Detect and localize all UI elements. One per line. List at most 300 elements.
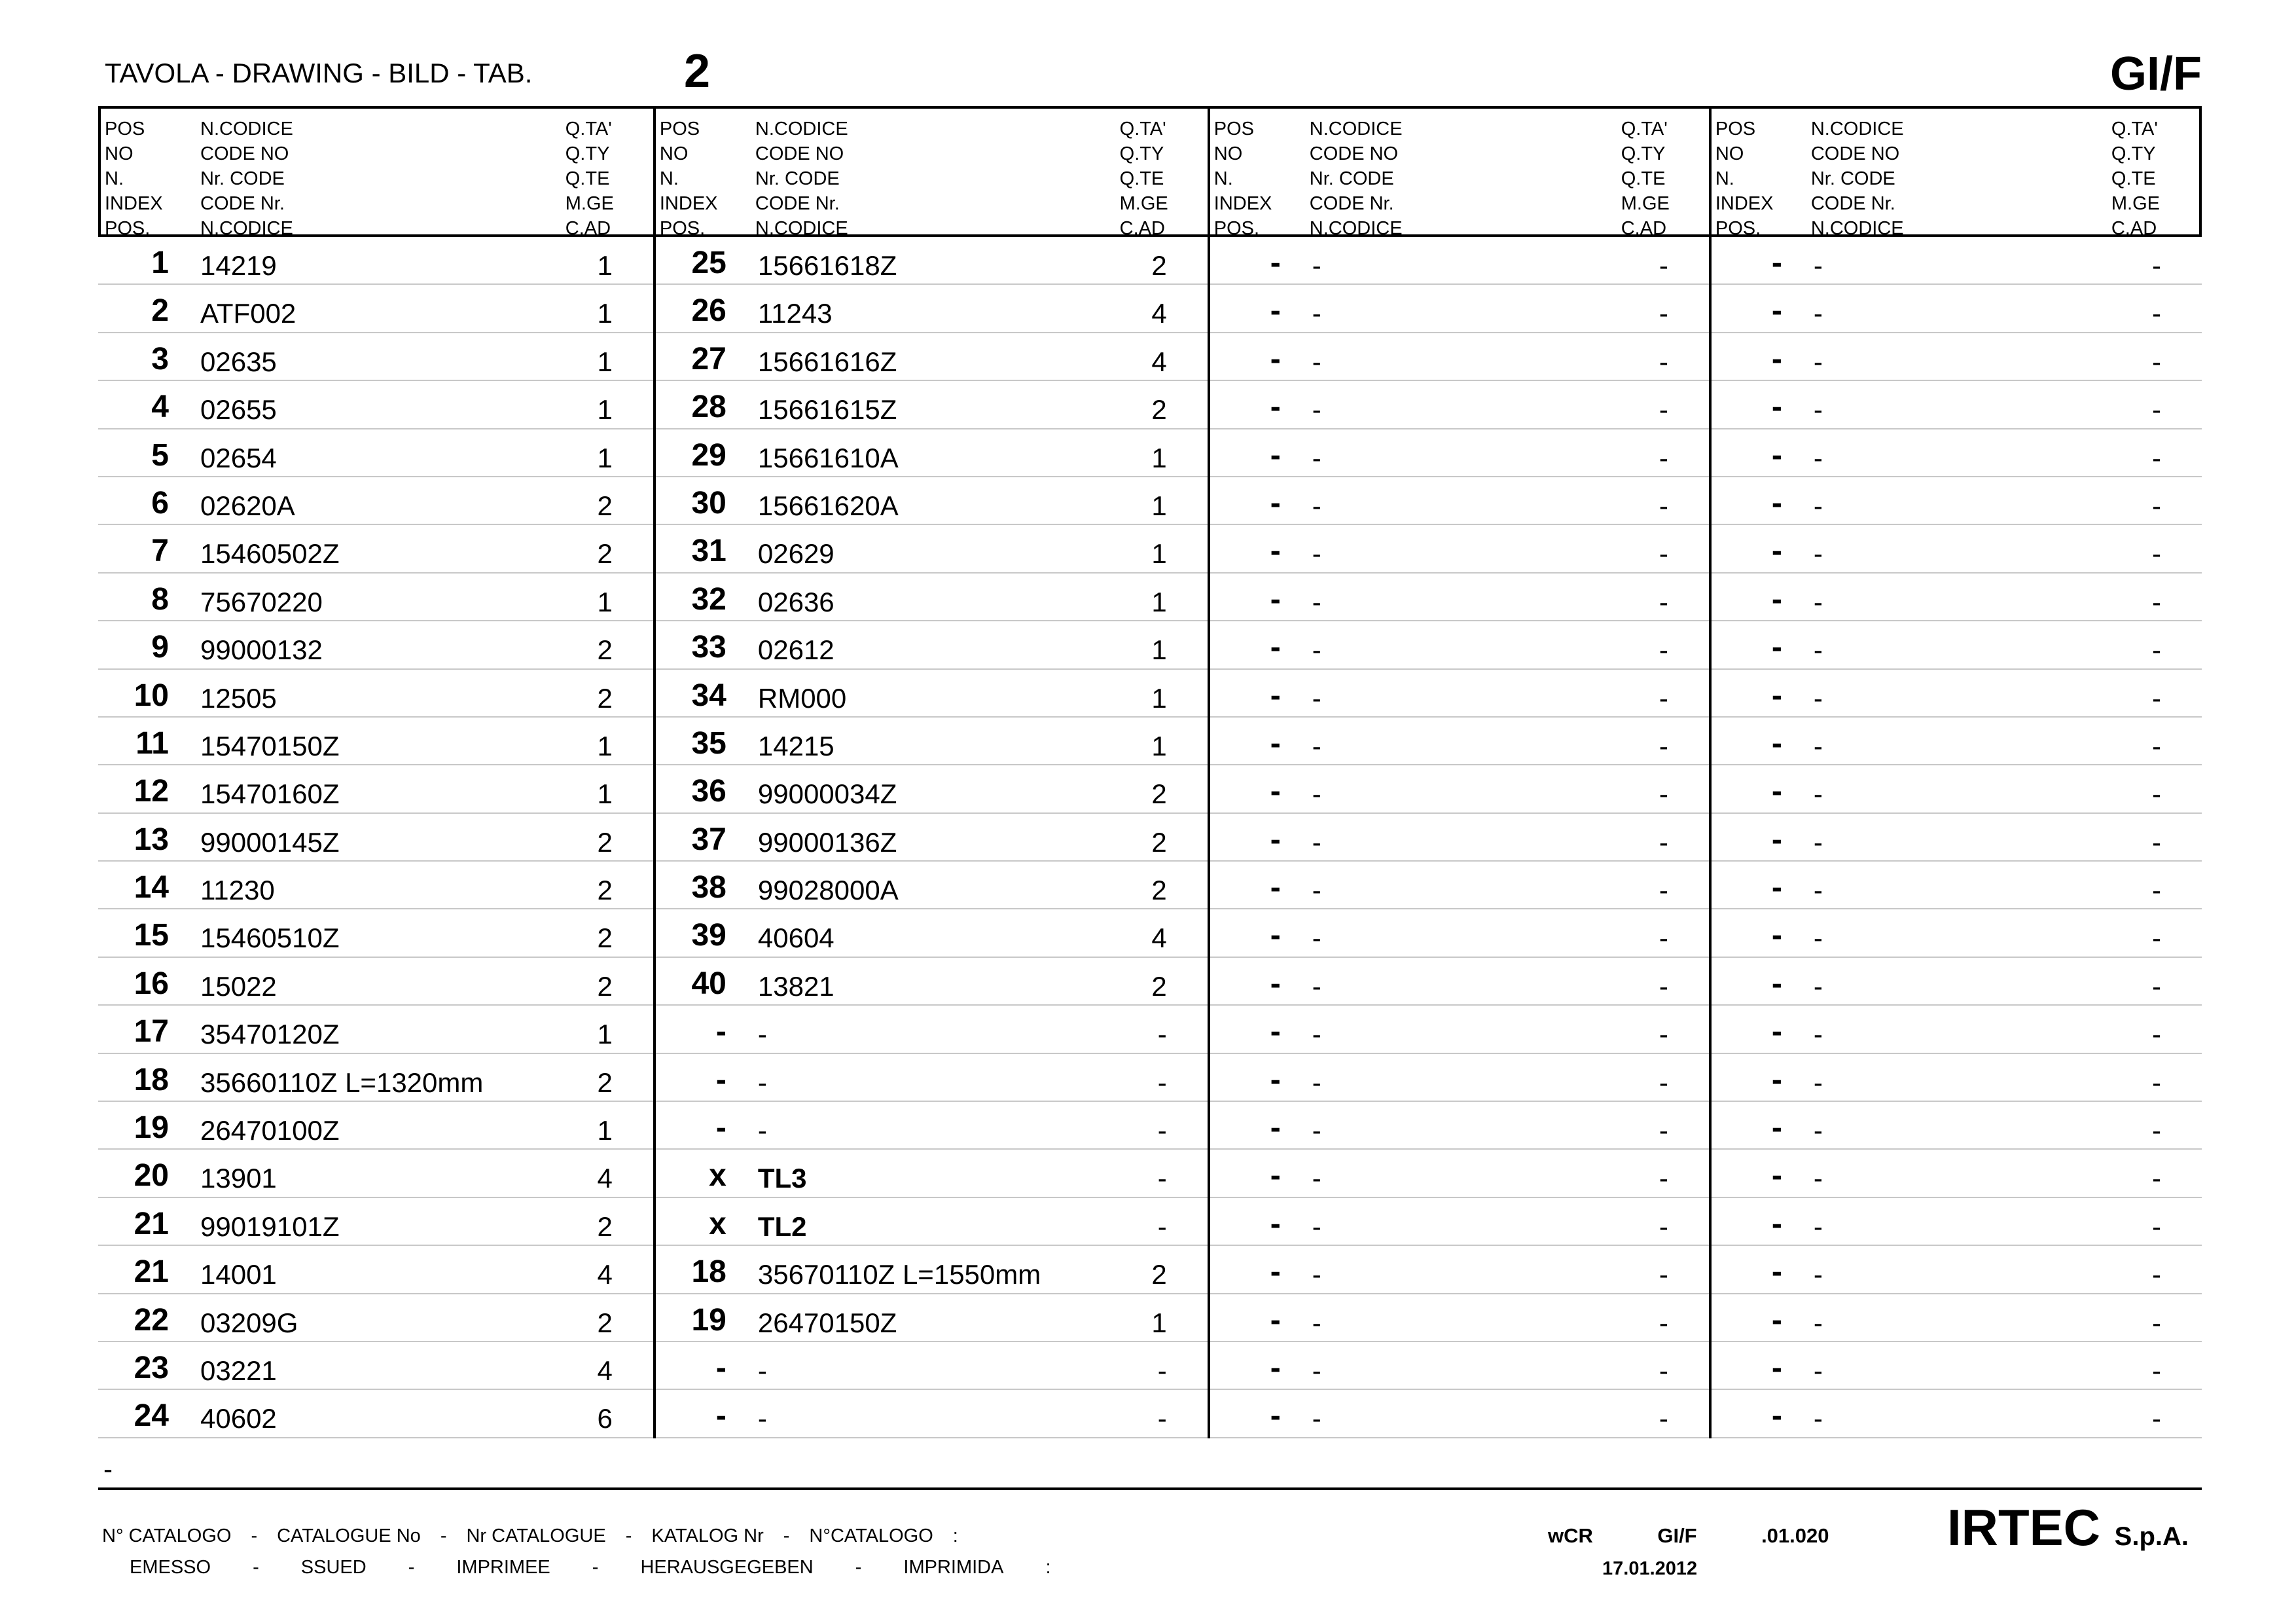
table-row xyxy=(1712,1198,2202,1246)
part-code: - xyxy=(1813,1019,1823,1050)
quantity: 1 xyxy=(1151,634,1167,666)
part-code: - xyxy=(1312,826,1321,858)
quantity: 2 xyxy=(1151,1259,1167,1290)
part-code: 14215 xyxy=(757,730,834,761)
part-code: 26470150Z xyxy=(757,1307,897,1338)
table-row xyxy=(656,670,1208,718)
position-number: - xyxy=(1771,1158,1782,1194)
position-number: 24 xyxy=(134,1398,169,1434)
quantity: 2 xyxy=(597,634,613,666)
part-code: - xyxy=(1312,875,1321,906)
footer-label: CATALOGUE No xyxy=(277,1525,421,1546)
part-code: 02635 xyxy=(200,346,277,377)
table-row xyxy=(1210,1198,1709,1246)
position-number: - xyxy=(1270,1110,1281,1146)
part-code: - xyxy=(1813,1163,1823,1194)
table-row xyxy=(656,333,1208,381)
part-code: - xyxy=(1813,922,1823,954)
table-row xyxy=(1712,1246,2202,1294)
table-row xyxy=(1210,1342,1709,1390)
quantity: - xyxy=(1157,1211,1167,1242)
table-row xyxy=(656,1150,1208,1197)
position-number: - xyxy=(1771,246,1782,280)
position-number: 26 xyxy=(691,293,726,329)
table-row xyxy=(1712,1006,2202,1053)
table-row xyxy=(1210,621,1709,669)
column-header xyxy=(98,106,653,237)
footer-label: - xyxy=(855,1557,862,1578)
table-row xyxy=(1210,477,1709,525)
quantity: - xyxy=(1659,826,1668,858)
table-row xyxy=(1712,958,2202,1006)
quantity: - xyxy=(1157,1355,1167,1386)
parts-column-3 xyxy=(1208,106,1709,1438)
part-code: - xyxy=(1813,634,1823,666)
quantity: - xyxy=(1659,346,1668,377)
quantity: - xyxy=(1659,730,1668,761)
part-code: - xyxy=(1813,730,1823,761)
quantity: 1 xyxy=(597,730,613,761)
part-code: 03209G xyxy=(200,1307,298,1338)
position-number: 12 xyxy=(134,774,169,809)
header-pos: POS NO N. INDEX POS. xyxy=(1213,119,1272,239)
part-code: - xyxy=(1312,1355,1321,1386)
position-number: - xyxy=(1270,1158,1281,1194)
quantity: 1 xyxy=(597,442,613,473)
position-number: 27 xyxy=(691,341,726,376)
quantity: - xyxy=(1659,875,1668,906)
position-number: 31 xyxy=(691,534,726,569)
part-code: - xyxy=(1813,298,1823,329)
company-name: IRTEC xyxy=(1947,1499,2100,1556)
part-code: 40602 xyxy=(200,1403,277,1434)
footer-label: - xyxy=(783,1525,790,1546)
position-number: - xyxy=(1270,966,1281,1001)
quantity: - xyxy=(2151,970,2161,1002)
quantity: 4 xyxy=(597,1355,613,1386)
quantity: - xyxy=(1659,922,1668,954)
position-number: - xyxy=(1270,581,1281,617)
quantity: - xyxy=(1659,1115,1668,1146)
quantity: - xyxy=(1157,1403,1167,1434)
position-number: - xyxy=(1270,678,1281,713)
table-row xyxy=(98,814,653,862)
quantity: - xyxy=(2151,346,2161,377)
table-row xyxy=(1712,285,2202,333)
part-code: - xyxy=(757,1067,767,1098)
part-code: 15661620A xyxy=(757,490,899,521)
position-number: - xyxy=(1771,1110,1782,1146)
footer-label: N° CATALOGO xyxy=(102,1525,232,1546)
part-code: 15460510Z xyxy=(200,922,340,954)
position-number: - xyxy=(1771,1398,1782,1434)
quantity: 1 xyxy=(1151,538,1167,570)
position-number: 11 xyxy=(135,725,169,761)
header-code: N.CODICE CODE NO Nr. CODE CODE Nr. N.CODICE xyxy=(1309,119,1403,239)
table-row xyxy=(1712,1150,2202,1197)
part-code: 02655 xyxy=(200,394,277,426)
table-row xyxy=(98,1246,653,1294)
part-code: 02629 xyxy=(757,538,834,570)
table-row xyxy=(1712,909,2202,957)
table-row xyxy=(98,525,653,573)
position-number: - xyxy=(1270,1206,1281,1241)
part-code: - xyxy=(1312,634,1321,666)
table-row xyxy=(98,333,653,381)
footer-label: N°CATALOGO xyxy=(809,1525,933,1546)
table-row xyxy=(656,1102,1208,1150)
part-code: 35470120Z xyxy=(200,1019,340,1050)
column-header xyxy=(656,106,1208,237)
part-code: - xyxy=(1813,778,1823,810)
part-code: - xyxy=(1813,1307,1823,1338)
quantity: 1 xyxy=(597,394,613,426)
position-number: - xyxy=(1771,1350,1782,1385)
table-row xyxy=(1210,909,1709,957)
position-number: 10 xyxy=(134,678,169,713)
part-code: - xyxy=(1312,1019,1321,1050)
quantity: - xyxy=(1157,1115,1167,1146)
position-number: 20 xyxy=(134,1158,169,1194)
table-row xyxy=(1210,525,1709,573)
quantity: - xyxy=(1659,1019,1668,1050)
quantity: 2 xyxy=(597,875,613,906)
position-number: 4 xyxy=(151,390,169,425)
part-code: 13901 xyxy=(200,1163,277,1194)
quantity: 2 xyxy=(1151,394,1167,426)
part-code: 02654 xyxy=(200,442,277,473)
position-number: - xyxy=(1270,918,1281,953)
quantity: - xyxy=(2151,490,2161,521)
quantity: - xyxy=(1659,1355,1668,1386)
table-row xyxy=(656,477,1208,525)
quantity: 1 xyxy=(1151,730,1167,761)
part-code: - xyxy=(1312,682,1321,714)
quantity: - xyxy=(2151,1115,2161,1146)
part-code: 02612 xyxy=(757,634,834,666)
table-row xyxy=(1712,718,2202,765)
quantity: - xyxy=(1659,682,1668,714)
part-code: - xyxy=(1312,1067,1321,1098)
header-code: N.CODICE CODE NO Nr. CODE CODE Nr. N.CODICE xyxy=(200,119,293,239)
position-number: - xyxy=(1270,534,1281,569)
position-number: 18 xyxy=(691,1254,726,1290)
issue-date: 17.01.2012 xyxy=(1602,1558,1698,1579)
position-number: 37 xyxy=(691,822,726,857)
position-number: 3 xyxy=(151,341,169,376)
position-number: - xyxy=(1270,725,1281,761)
column-header xyxy=(1210,106,1709,237)
table-row xyxy=(1210,429,1709,477)
position-number: - xyxy=(715,1398,726,1434)
table-row xyxy=(98,718,653,765)
quantity: - xyxy=(2151,1019,2161,1050)
position-number: 14 xyxy=(134,870,169,905)
part-code: - xyxy=(1813,1403,1823,1434)
quantity: - xyxy=(2151,1403,2161,1434)
part-code: - xyxy=(1813,875,1823,906)
table-row xyxy=(1210,718,1709,765)
quantity: - xyxy=(2151,1307,2161,1338)
position-number: 18 xyxy=(134,1062,169,1097)
part-code: 02636 xyxy=(757,586,834,617)
position-number: - xyxy=(715,1350,726,1385)
quantity: - xyxy=(2151,538,2161,570)
issued-line xyxy=(130,1557,1093,1578)
position-number: 32 xyxy=(691,581,726,617)
part-code: 99019101Z xyxy=(200,1211,340,1242)
quantity: - xyxy=(1659,298,1668,329)
position-number: 17 xyxy=(134,1014,169,1049)
table-row xyxy=(656,381,1208,429)
catalogue-code: wCR GI/F .01.020 xyxy=(1548,1524,1829,1547)
quantity: 2 xyxy=(597,490,613,521)
table-row xyxy=(1210,814,1709,862)
quantity: 1 xyxy=(597,346,613,377)
part-code: 02620A xyxy=(200,490,295,521)
table-row xyxy=(1712,237,2202,285)
quantity: - xyxy=(1659,538,1668,570)
position-number: - xyxy=(1771,437,1782,473)
table-row xyxy=(1712,814,2202,862)
table-row xyxy=(1210,237,1709,285)
position-number: 19 xyxy=(691,1302,726,1338)
table-row xyxy=(656,621,1208,669)
quantity: 4 xyxy=(597,1163,613,1194)
quantity: 2 xyxy=(597,1067,613,1098)
footer-label: Nr CATALOGUE xyxy=(466,1525,606,1546)
position-number: 7 xyxy=(151,534,169,569)
table-row xyxy=(98,1102,653,1150)
position-number: - xyxy=(1270,1302,1281,1338)
quantity: - xyxy=(1157,1019,1167,1050)
parts-column-4 xyxy=(1709,106,2202,1438)
header-pos: POS NO N. INDEX POS. xyxy=(1715,119,1774,239)
table-row xyxy=(98,670,653,718)
table-row xyxy=(98,1390,653,1438)
position-number: - xyxy=(1270,246,1281,280)
position-number: - xyxy=(1270,870,1281,905)
part-code: - xyxy=(1813,826,1823,858)
part-code: - xyxy=(1813,250,1823,281)
table-row xyxy=(656,285,1208,333)
header-code: N.CODICE CODE NO Nr. CODE CODE Nr. N.CODICE xyxy=(755,119,848,239)
part-code: 15661616Z xyxy=(757,346,897,377)
table-row xyxy=(98,862,653,909)
quantity: 2 xyxy=(1151,875,1167,906)
table-row xyxy=(656,909,1208,957)
parts-column-2 xyxy=(653,106,1208,1438)
position-number: - xyxy=(1771,581,1782,617)
position-number: 21 xyxy=(134,1206,169,1241)
part-code: 15022 xyxy=(200,970,277,1002)
quantity: - xyxy=(2151,922,2161,954)
table-row xyxy=(1210,1246,1709,1294)
footer-label: - xyxy=(440,1525,447,1546)
position-number: - xyxy=(1771,1302,1782,1338)
footer-label: : xyxy=(952,1525,958,1546)
quantity: - xyxy=(1659,1211,1668,1242)
footer-label: : xyxy=(1045,1557,1051,1578)
position-number: - xyxy=(1270,1398,1281,1434)
position-number: - xyxy=(1771,630,1782,665)
part-code: - xyxy=(1312,1163,1321,1194)
footer-label: - xyxy=(625,1525,632,1546)
footer-divider xyxy=(98,1487,2202,1490)
quantity: - xyxy=(2151,298,2161,329)
position-number: 1 xyxy=(151,246,169,280)
quantity: 4 xyxy=(1151,346,1167,377)
quantity: 2 xyxy=(597,970,613,1002)
table-row xyxy=(656,574,1208,621)
table-row xyxy=(98,237,653,285)
quantity: - xyxy=(1659,1259,1668,1290)
footer-label: KATALOG Nr xyxy=(651,1525,764,1546)
table-row xyxy=(1210,1102,1709,1150)
quantity: - xyxy=(1659,490,1668,521)
part-code: 40604 xyxy=(757,922,834,954)
part-code: - xyxy=(1312,778,1321,810)
position-number: 16 xyxy=(134,966,169,1001)
part-code: - xyxy=(1312,970,1321,1002)
bottom-note: - xyxy=(103,1453,113,1484)
table-number: 2 xyxy=(684,45,711,98)
position-number: - xyxy=(1771,822,1782,857)
header-pos: POS NO N. INDEX POS. xyxy=(105,119,163,239)
position-number: - xyxy=(1771,918,1782,953)
position-number: - xyxy=(1270,341,1281,376)
part-code: 15470160Z xyxy=(200,778,340,810)
position-number: 8 xyxy=(151,581,169,617)
part-code: - xyxy=(1813,442,1823,473)
table-row xyxy=(98,958,653,1006)
part-code: - xyxy=(1813,346,1823,377)
header-code: N.CODICE CODE NO Nr. CODE CODE Nr. N.CODICE xyxy=(1810,119,1904,239)
table-row xyxy=(1712,1054,2202,1102)
position-number: 33 xyxy=(691,630,726,665)
table-row xyxy=(1712,1342,2202,1390)
model-code: GI/F xyxy=(2110,48,2202,100)
part-code: - xyxy=(1312,586,1321,617)
position-number: - xyxy=(1771,774,1782,809)
quantity: - xyxy=(1659,442,1668,473)
position-number: 29 xyxy=(691,437,726,473)
quantity: 2 xyxy=(1151,970,1167,1002)
position-number: - xyxy=(1771,725,1782,761)
part-code: - xyxy=(1312,1211,1321,1242)
part-code: 13821 xyxy=(757,970,834,1002)
part-code: RM000 xyxy=(757,682,847,714)
position-number: - xyxy=(1270,485,1281,520)
part-code: - xyxy=(1813,1259,1823,1290)
header-pos: POS NO N. INDEX POS. xyxy=(659,119,718,239)
position-number: 21 xyxy=(134,1254,169,1290)
position-number: - xyxy=(1771,341,1782,376)
table-row xyxy=(1210,1390,1709,1438)
position-number: - xyxy=(715,1062,726,1097)
footer-label: IMPRIMEE xyxy=(456,1557,550,1578)
table-row xyxy=(656,1054,1208,1102)
position-number: 2 xyxy=(151,293,169,329)
quantity: 1 xyxy=(597,1019,613,1050)
table-row xyxy=(98,765,653,813)
quantity: 2 xyxy=(597,922,613,954)
part-code: - xyxy=(1312,250,1321,281)
quantity: - xyxy=(2151,1259,2161,1290)
quantity: - xyxy=(2151,826,2161,858)
position-number: - xyxy=(1771,1014,1782,1049)
part-code: - xyxy=(1813,1211,1823,1242)
table-row xyxy=(1210,333,1709,381)
table-row xyxy=(656,958,1208,1006)
position-number: - xyxy=(1270,293,1281,329)
part-code: - xyxy=(1813,1067,1823,1098)
part-code: 35660110Z L=1320mm xyxy=(200,1067,484,1098)
part-code: - xyxy=(1312,538,1321,570)
table-row xyxy=(1712,765,2202,813)
position-number: - xyxy=(1771,678,1782,713)
part-code: TL2 xyxy=(757,1211,807,1242)
quantity: - xyxy=(2151,730,2161,761)
quantity: 1 xyxy=(1151,682,1167,714)
header-qty: Q.TA' Q.TY Q.TE M.GE C.AD xyxy=(1119,119,1168,239)
part-code: 15661615Z xyxy=(757,394,897,426)
quantity: - xyxy=(2151,778,2161,810)
part-code: 11230 xyxy=(200,875,275,906)
part-code: - xyxy=(1312,922,1321,954)
table-row xyxy=(98,1342,653,1390)
position-number: - xyxy=(1771,485,1782,520)
part-code: - xyxy=(1813,394,1823,426)
quantity: - xyxy=(1659,1307,1668,1338)
position-number: 25 xyxy=(691,246,726,280)
quantity: - xyxy=(2151,634,2161,666)
position-number: x xyxy=(709,1206,726,1241)
table-row xyxy=(1210,1294,1709,1342)
position-number: 15 xyxy=(134,918,169,953)
quantity: - xyxy=(2151,394,2161,426)
position-number: 9 xyxy=(151,630,169,665)
part-code: 75670220 xyxy=(200,586,323,617)
catalogue-line xyxy=(102,1525,978,1547)
quantity: - xyxy=(1659,394,1668,426)
part-code: - xyxy=(1312,442,1321,473)
quantity: 1 xyxy=(1151,1307,1167,1338)
position-number: 6 xyxy=(151,485,169,520)
position-number: 23 xyxy=(134,1350,169,1385)
quantity: 2 xyxy=(1151,250,1167,281)
quantity: - xyxy=(1659,1067,1668,1098)
quantity: - xyxy=(2151,1355,2161,1386)
table-row xyxy=(656,525,1208,573)
part-code: 35670110Z L=1550mm xyxy=(757,1259,1041,1290)
table-row xyxy=(656,429,1208,477)
part-code: 99028000A xyxy=(757,875,899,906)
footer-label: - xyxy=(592,1557,599,1578)
quantity: - xyxy=(1659,1163,1668,1194)
position-number: - xyxy=(715,1014,726,1049)
quantity: 1 xyxy=(1151,442,1167,473)
table-row xyxy=(1712,429,2202,477)
part-code: 15661618Z xyxy=(757,250,897,281)
position-number: - xyxy=(1771,1062,1782,1097)
table-row xyxy=(1712,1390,2202,1438)
part-code: - xyxy=(1813,1115,1823,1146)
table-row xyxy=(1210,1006,1709,1053)
parts-column-1 xyxy=(98,106,653,1438)
part-code: - xyxy=(1813,682,1823,714)
table-row xyxy=(1210,765,1709,813)
